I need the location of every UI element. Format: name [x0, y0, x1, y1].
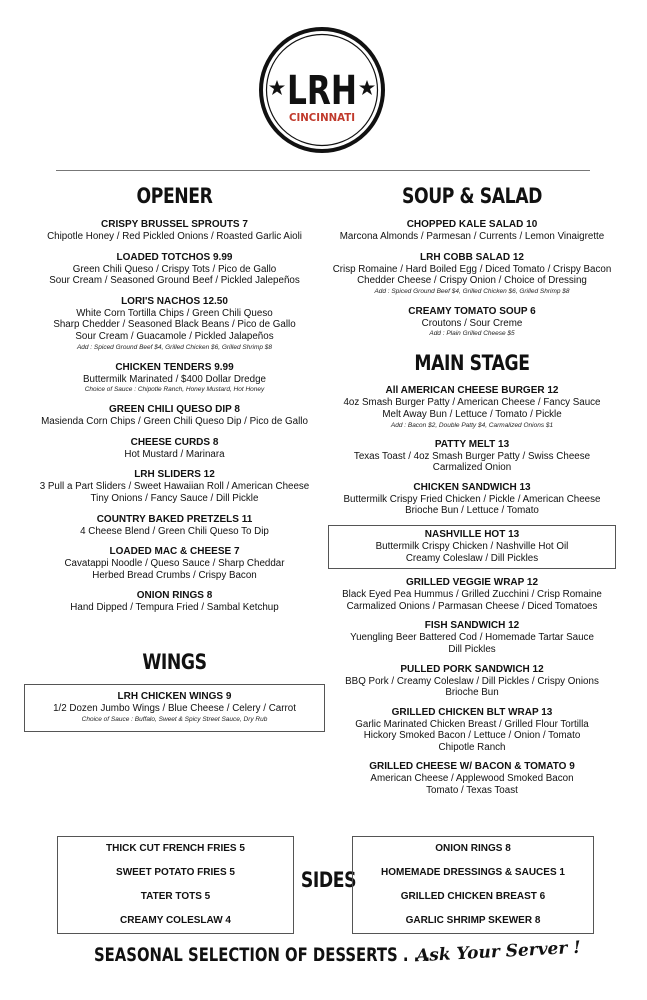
- menu-item: [328, 385, 616, 430]
- menu-item-description: 4 Cheese Blend / Green Chili Queso To Dip: [80, 525, 269, 537]
- menu-item-note: Choice of Sauce : Chipotle Ranch, Honey Mustard, Hot Honey: [84, 386, 265, 394]
- menu-item-name: PULLED PORK SANDWICH 12: [400, 663, 544, 675]
- menu-item: [18, 469, 331, 504]
- menu-item: [328, 252, 616, 297]
- menu-item-description: Texas Toast / 4oz Smash Burger Patty / Swiss Cheese: [353, 450, 591, 462]
- side-item: SWEET POTATO FRIES 5: [116, 867, 235, 878]
- side-item: HOMEMADE DRESSINGS & SAUCES 1: [381, 867, 565, 878]
- right-column: [328, 182, 616, 797]
- menu-item: [18, 219, 331, 243]
- main-stage-title: MAIN STAGE: [414, 351, 530, 376]
- menu-item-description: Brioche Bun / Lettuce / Tomato: [405, 505, 539, 517]
- menu-item: [328, 219, 616, 243]
- menu-item-description: Tiny Onions / Fancy Sauce / Dill Pickle: [90, 492, 259, 504]
- star-right-icon: [359, 80, 375, 95]
- menu-item: [328, 620, 616, 655]
- menu-item: [18, 296, 331, 353]
- menu-item-description: Hand Dipped / Tempura Fried / Sambal Ketchup: [70, 602, 279, 614]
- opener-list: [18, 219, 331, 614]
- menu-item-description: Chedder Cheese / Crispy Onion / Choice of Dressing: [357, 275, 587, 287]
- opener-title: OPENER: [136, 184, 213, 208]
- menu-item-description: Crisp Romaine / Hard Boiled Egg / Diced Tomato / Crispy Bacon: [332, 263, 612, 275]
- menu-item: [328, 482, 616, 517]
- soup-salad-title: SOUP & SALAD: [401, 184, 543, 208]
- side-item: GARLIC SHRIMP SKEWER 8: [405, 915, 541, 926]
- header-divider: [56, 170, 590, 171]
- menu-item-description: Black Eyed Pea Hummus / Grilled Zucchini / Crisp Romaine: [342, 589, 602, 601]
- side-item: THICK CUT FRENCH FRIES 5: [106, 843, 245, 854]
- menu-item: [328, 761, 616, 796]
- menu-item-description: Chipotle Honey / Red Pickled Onions / Roasted Garlic Aioli: [47, 231, 302, 242]
- menu-item-name: COUNTRY BAKED PRETZELS 11: [96, 513, 253, 525]
- menu-item-name: CHICKEN TENDERS 9.99: [115, 361, 234, 373]
- sides-right-box: [352, 836, 594, 934]
- menu-item: [18, 404, 331, 428]
- sides-title: SIDES: [300, 868, 357, 892]
- menu-item: [18, 252, 331, 287]
- menu-item-description: Buttermilk Crispy Fried Chicken / Pickle / American Cheese: [343, 493, 601, 505]
- menu-item-description: 4oz Smash Burger Patty / American Cheese / Fancy Sauce: [343, 397, 601, 409]
- menu-item-name: NASHVILLE HOT 13: [424, 528, 520, 540]
- menu-item-name: CRISPY BRUSSEL SPROUTS 7: [101, 219, 248, 230]
- sides-left-box: [57, 836, 294, 934]
- wings-item-line: 1/2 Dozen Jumbo Wings / Blue Cheese / Celery / Carrot: [53, 702, 296, 714]
- menu-item: [328, 664, 616, 699]
- menu-item-description: Garlic Marinated Chicken Breast / Grilled Flour Tortilla: [355, 718, 589, 730]
- menu-item: [18, 590, 331, 614]
- menu-item-name: All AMERICAN CHEESE BURGER 12: [385, 385, 559, 397]
- menu-item: [18, 514, 331, 538]
- menu-item: [18, 362, 331, 396]
- dessert-script-text: Ask Your Server !: [415, 937, 582, 967]
- wings-box: [24, 684, 325, 732]
- menu-item-name: ONION RINGS 8: [136, 590, 213, 602]
- lrh-logo: [258, 26, 386, 154]
- menu-item-description: Dill Pickles: [448, 643, 496, 655]
- side-item: ONION RINGS 8: [435, 843, 511, 854]
- menu-item-description: Cavatappi Noodle / Queso Sauce / Sharp Cheddar: [64, 558, 285, 570]
- menu-item-description: American Cheese / Applewood Smoked Bacon: [370, 773, 574, 785]
- side-item: TATER TOTS 5: [140, 891, 211, 902]
- wings-item-note: Choice of Sauce : Buffalo, Sweet & Spicy Street Sauce, Dry Rub: [81, 715, 268, 723]
- menu-item: [18, 437, 331, 461]
- menu-item-description: Hot Mustard / Marinara: [124, 448, 225, 460]
- menu-item-description: Yuengling Beer Battered Cod / Homemade Tartar Sauce: [350, 632, 594, 644]
- menu-item-note: Add : Spiced Ground Beef $4, Grilled Chicken $6, Grilled Shrimp $8: [374, 287, 570, 295]
- menu-item-description: Hickory Smoked Bacon / Lettuce / Onion / Tomato: [363, 730, 581, 742]
- menu-item-name: GREEN CHILI QUESO DIP 8: [109, 404, 240, 416]
- menu-item: [328, 707, 616, 754]
- menu-item-description: Green Chili Queso / Crispy Tots / Pico de Gallo: [72, 263, 277, 275]
- menu-item-name: GRILLED CHEESE W/ BACON & TOMATO 9: [369, 761, 575, 773]
- wings-title: WINGS: [142, 649, 207, 674]
- menu-item-note: Add : Bacon $2, Double Patty $4, Carmalized Onions $1: [390, 421, 554, 429]
- wings-item-name: LRH CHICKEN WINGS 9: [117, 690, 232, 702]
- menu-item-note: Add : Plain Grilled Cheese $5: [429, 330, 515, 338]
- menu-item: [328, 577, 616, 612]
- menu-item-name: GRILLED VEGGIE WRAP 12: [405, 577, 539, 589]
- menu-item-name: LOADED MAC & CHEESE 7: [109, 546, 240, 558]
- menu-item: [18, 546, 331, 581]
- dessert-banner: [94, 937, 582, 976]
- menu-item-description: Brioche Bun: [445, 687, 499, 699]
- menu-item-description: Melt Away Bun / Lettuce / Tomato / Pickle: [382, 408, 562, 420]
- side-item: CREAMY COLESLAW 4: [120, 915, 231, 926]
- menu-item-name: CHICKEN SANDWICH 13: [413, 481, 531, 493]
- menu-item-description: Masienda Corn Chips / Green Chili Queso Dip / Pico de Gallo: [41, 416, 308, 428]
- menu-item-name: PATTY MELT 13: [434, 438, 510, 450]
- star-left-icon: [269, 80, 285, 95]
- menu-item-name: CREAMY TOMATO SOUP 6: [408, 305, 536, 317]
- menu-item-name: CHEESE CURDS 8: [130, 436, 219, 448]
- logo-main-text: LRH: [287, 68, 357, 114]
- logo-sub-text: CINCINNATI: [289, 111, 355, 124]
- menu-item-name: LORI'S NACHOS 12.50: [121, 295, 228, 307]
- menu-item-description: Tomato / Texas Toast: [426, 785, 518, 797]
- menu-item-description: Herbed Bread Crumbs / Crispy Bacon: [92, 569, 257, 581]
- menu-item-name: LRH SLIDERS 12: [134, 469, 215, 481]
- menu-item-description: Chipotle Ranch: [438, 741, 506, 753]
- menu-item-description: Carmalized Onion: [432, 462, 512, 474]
- menu-item-description: Buttermilk Crispy Chicken / Nashville Hot Oil: [375, 540, 569, 552]
- menu-item-description: 3 Pull a Part Sliders / Sweet Hawaiian Roll / American Cheese: [39, 481, 310, 493]
- menu-item: [328, 306, 616, 340]
- dessert-main-text: SEASONAL SELECTION OF DESSERTS . . .: [94, 944, 431, 966]
- menu-item-description: Buttermilk Marinated / $400 Dollar Dredge: [83, 373, 266, 385]
- left-column: [18, 182, 331, 732]
- menu-item-description: BBQ Pork / Creamy Coleslaw / Dill Pickles / Crispy Onions: [345, 675, 599, 687]
- menu-item-description: White Corn Tortilla Chips / Green Chili Queso: [76, 307, 273, 319]
- main-stage-list: [328, 385, 616, 796]
- menu-item-description: Sour Cream / Guacamole / Pickled Jalapeños: [75, 330, 274, 342]
- menu-item-description: Marcona Almonds / Parmesan / Currents / Lemon Vinaigrette: [339, 231, 605, 242]
- menu-item-note: Add : Spiced Ground Beef $4, Grilled Chicken $6, Grilled Shrimp $8: [76, 343, 273, 351]
- soup-salad-list: [328, 219, 616, 339]
- menu-item-description: Croutons / Sour Creme: [421, 317, 523, 329]
- sides-title-wrap: [296, 866, 357, 894]
- menu-item-description: Carmalized Onions / Parmasan Cheese / Diced Tomatoes: [346, 600, 598, 612]
- side-item: GRILLED CHICKEN BREAST 6: [400, 891, 546, 902]
- menu-item-description: Sour Cream / Seasoned Ground Beef / Pickled Jalepeños: [49, 275, 300, 287]
- menu-item-boxed: [328, 525, 616, 569]
- menu-item-name: GRILLED CHICKEN BLT WRAP 13: [391, 706, 553, 718]
- menu-item: [328, 439, 616, 474]
- menu-item-description: Creamy Coleslaw / Dill Pickles: [405, 552, 539, 564]
- menu-item-name: FISH SANDWICH 12: [424, 620, 520, 632]
- menu-item-name: CHOPPED KALE SALAD 10: [406, 219, 538, 230]
- menu-item-name: LOADED TOTCHOS 9.99: [116, 251, 233, 263]
- menu-item-description: Sharp Chedder / Seasoned Black Beans / Pico de Gallo: [53, 319, 296, 331]
- menu-item-name: LRH COBB SALAD 12: [420, 251, 524, 263]
